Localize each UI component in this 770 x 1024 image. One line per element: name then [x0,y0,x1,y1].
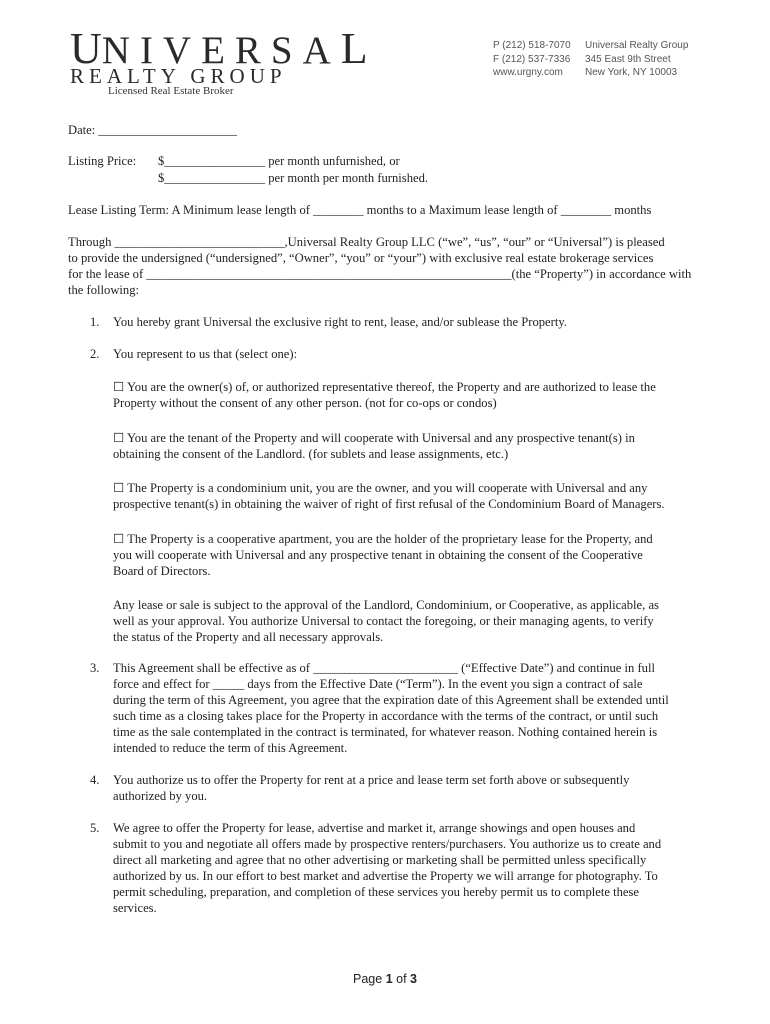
item-4-text: authorized by you. [113,789,208,803]
website: www.urgny.com [493,67,563,78]
approval-text: the status of the Property and all necessary approvals. [113,630,384,644]
contact-block [493,39,571,80]
item-3-text: time as the sale contemplated in the contract is terminated, for whatever reason. Nothing contained herein is [113,725,658,739]
item-5-text: direct all marketing and agree that no other advertising or marketing shall be permitted unless specifically [113,853,647,867]
option-condominium-cont: prospective tenant(s) in obtaining the waiver of right of first refusal of the Condominium Board of Managers. [113,497,665,511]
option-tenant[interactable]: ☐ You are the tenant of the Property and will cooperate with Universal and any prospective tenant(s) in [113,431,635,445]
item-5-text: We agree to offer the Property for lease, advertise and market it, arrange showings and open houses and [113,821,636,835]
street-address: 345 East 9th Street [585,53,671,65]
item-5-text: permit scheduling, preparation, and completion of these services you hereby permit us to complete these [113,885,639,899]
through-line: to provide the undersigned (“undersigned”, “Owner”, “you” or “your”) with exclusive real estate brokerage services [68,251,654,265]
option-owner[interactable]: ☐ You are the owner(s) of, or authorized representative thereof, the Property and are authorized to lease the [113,380,656,394]
fax: F (212) 537-7336 [493,53,571,65]
approval-text: well as your approval. You authorize Universal to contact the foregoing, or their managing agents, to verify [113,614,654,628]
page-number: Page 1 of 3 [353,972,417,986]
option-tenant-cont: obtaining the consent of the Landlord. (for sublets and lease assignments, etc.) [113,447,509,461]
company-name: Universal Realty Group [585,40,689,51]
item-number: 2. [90,347,100,361]
item-1-text: You hereby grant Universal the exclusive right to rent, lease, and/or sublease the Property. [113,315,567,329]
through-line[interactable]: Through ___________________________,Universal Realty Group LLC (“we”, “us”, “our” or “Universal”) is pleased [68,235,665,249]
item-3-text: such time as a closing takes place for the Property in accordance with the terms of the contract, or until such [113,709,659,723]
logo-universal: UNIVERSAL [70,24,368,73]
price-furnished-field[interactable]: $________________ per month per month furnished. [158,171,429,185]
through-line: the following: [68,283,140,297]
item-3-text[interactable]: force and effect for _____ days from the Effective Date (“Term”). In the event you sign a contract of sale [113,677,643,691]
item-4-text: You authorize us to offer the Property for rent at a price and lease term set forth above or subsequently [113,773,630,787]
price-unfurnished-field[interactable]: $________________ per month unfurnished, or [158,154,400,168]
item-2-text: You represent to us that (select one): [113,347,298,361]
city-address: New York, NY 10003 [585,67,678,78]
listing-price-label: Listing Price: [68,154,137,168]
logo-tagline: Licensed Real Estate Broker [108,85,234,97]
item-number: 4. [90,773,100,787]
phone: P (212) 518-7070 [493,40,571,51]
item-number: 1. [90,315,100,329]
lease-term-line[interactable]: Lease Listing Term: A Minimum lease length of ________ months to a Maximum lease length of ________ months [68,203,652,217]
address-block [585,39,688,80]
item-5-text: submit to you and negotiate all offers made by prospective renters/purchasers. You authorize us to create and [113,837,662,851]
option-owner-cont: Property without the consent of any other person. (not for co-ops or condos) [113,396,497,410]
item-3-text: intended to reduce the term of this Agreement. [113,741,348,755]
option-cooperative[interactable]: ☐ The Property is a cooperative apartment, you are the holder of the proprietary lease for the Property, and [113,532,653,546]
approval-text: Any lease or sale is subject to the approval of the Landlord, Condominium, or Cooperative, as applicable, as [113,598,659,612]
item-5-text: authorized by us. In our effort to best market and advertise the Property we will arrange for photography. To [113,869,658,883]
date-field[interactable]: Date: ______________________ [68,123,237,137]
item-3-text: during the term of this Agreement, you agree that the expiration date of this Agreement shall be extended until [113,693,669,707]
option-cooperative-cont: Board of Directors. [113,564,211,578]
through-line[interactable]: for the lease of __________________________________________________________(the “Property”) in accordance with [68,267,692,281]
item-number: 5. [90,821,100,835]
option-cooperative-cont: you will cooperate with Universal and any prospective tenant in obtaining the consent of the Cooperative [113,548,643,562]
option-condominium[interactable]: ☐ The Property is a condominium unit, you are the owner, and you will cooperate with Universal and any [113,481,648,495]
logo-realty-group: REALTY GROUP [70,64,287,88]
item-number: 3. [90,661,100,675]
item-5-text: services. [113,901,157,915]
item-3-text[interactable]: This Agreement shall be effective as of _______________________ (“Effective Date”) and continue in full [113,661,655,675]
